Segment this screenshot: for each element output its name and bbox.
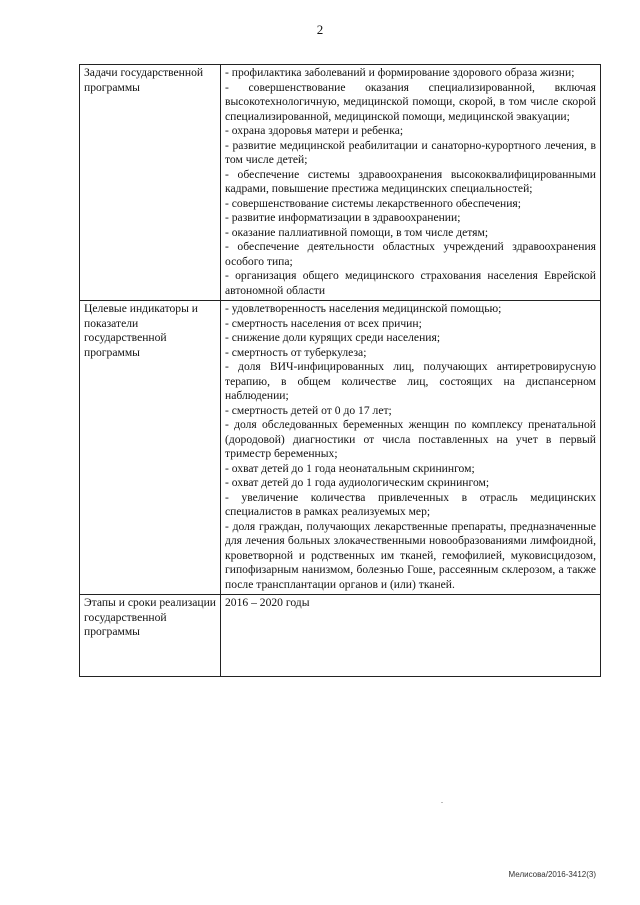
scan-speck [441, 802, 443, 803]
list-item: - развитие информатизации в здравоохранении; [225, 211, 461, 224]
list-item: - совершенствование системы лекарственного обеспечения; [225, 196, 521, 210]
list-item: - охват детей до 1 года аудиологическим скринингом; [225, 476, 490, 489]
row-label: Этапы и сроки реализации государственной программы [80, 595, 221, 677]
list-item: - обеспечение системы здравоохранения высококвалифицированными кадрами, повышение престижа медицинских специальностей; [225, 167, 596, 195]
list-item: 2016 – 2020 годы [225, 596, 310, 609]
list-item: - обеспечение деятельности областных учреждений здравоохранения особого типа; [225, 240, 596, 268]
list-item: - оказание паллиативной помощи, в том числе детям; [225, 225, 489, 239]
row-content [221, 595, 601, 677]
list-item: - смертность населения от всех причин; [225, 316, 422, 330]
list-item: - охват детей до 1 года неонатальным скринингом; [225, 461, 475, 475]
list-item: - охрана здоровья матери и ребенка; [225, 124, 404, 137]
list-item: - увеличение количества привлеченных в отрасль медицинских специалистов в рамках реализуемых мер; [225, 490, 596, 518]
row-content [221, 301, 601, 595]
list-item: - развитие медицинской реабилитации и санаторно-курортного лечения, в том числе детей; [225, 138, 596, 166]
list-item: - доля ВИЧ-инфицированных лиц, получающих антиретровирусную терапию, в общем количестве лиц, состоящих на диспансерном наблюдении; [225, 360, 596, 402]
list-item: - удовлетворенность населения медицинской помощью; [225, 302, 502, 315]
list-item: - совершенствование оказания специализированной, включая высокотехнологичную, медицинской помощи, скорой, в том числе скорой специализированной, медицинской помощи, медицинской эвакуации; [225, 80, 596, 123]
table-row-tasks [80, 65, 601, 301]
list-item: - смертность от туберкулеза; [225, 345, 367, 359]
page-number: 2 [316, 22, 324, 37]
program-passport-table [79, 64, 601, 677]
list-item: - снижение доли курящих среди населения; [225, 331, 441, 344]
list-item: - доля обследованных беременных женщин по комплексу пренатальной (дородовой) диагностики от числа поставленных на учет в первый триместр беременных; [225, 418, 596, 460]
table-row-indicators [80, 301, 601, 595]
row-label: Задачи государственной программы [80, 65, 221, 301]
footer-document-code: Мелисова/2016-3412(3) [508, 870, 596, 879]
list-item: - профилактика заболеваний и формирование здорового образа жизни; [225, 66, 575, 79]
list-item: - доля граждан, получающих лекарственные препараты, предназначенные для лечения больных злокачественными новообразованиями лимфоидной, кроветворной и родственных им тканей, гемофилией, муковисцидозом, гипофизарным нанизмом, болезнью Гоше, рассеянным склерозом, а также после трансплантации органов и (или) тканей. [225, 519, 596, 591]
list-item: - организация общего медицинского страхования населения Еврейской автономной области [225, 269, 596, 297]
table-row-stages [80, 595, 601, 677]
row-content [221, 65, 601, 301]
row-label: Целевые индикаторы и показатели государственной программы [80, 301, 221, 595]
list-item: - смертность детей от 0 до 17 лет; [225, 403, 392, 417]
